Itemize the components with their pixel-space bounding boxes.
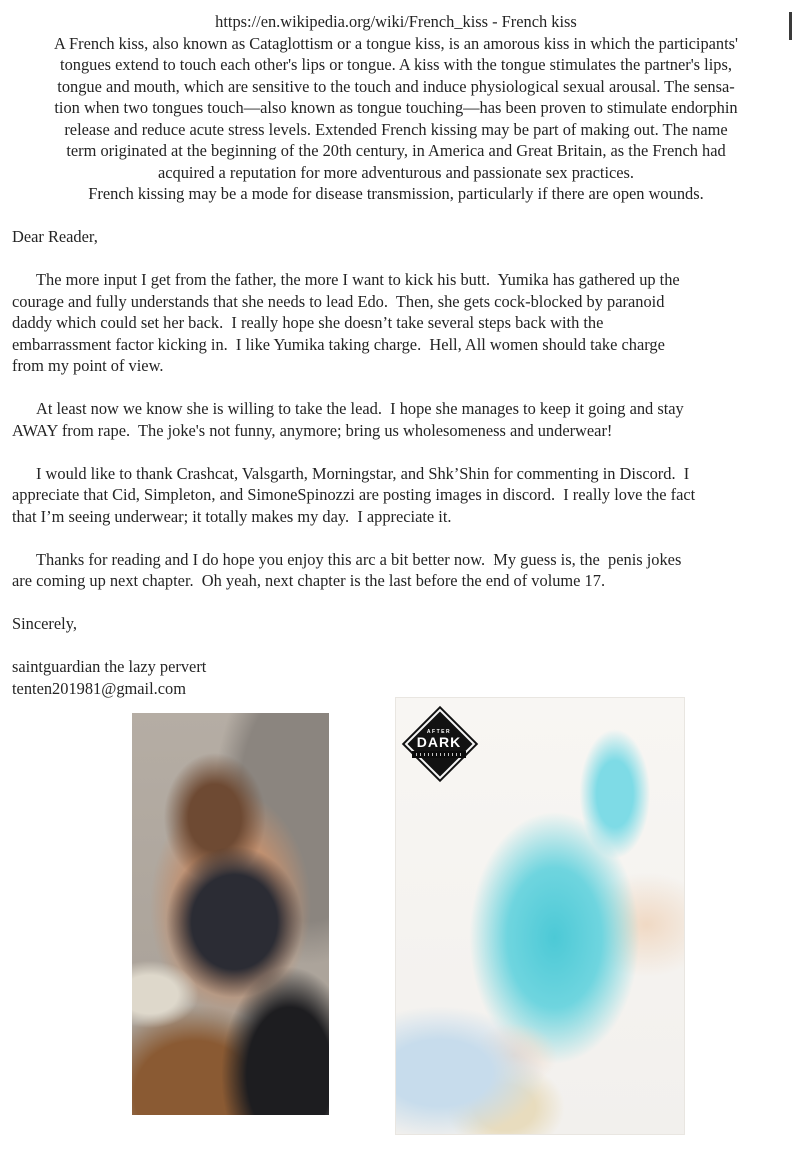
- paragraph-line: The more input I get from the father, the more I want to kick his butt. Yumika has gathered up the: [36, 270, 680, 289]
- closing: Sincerely,: [12, 614, 77, 633]
- paragraph-line: I would like to thank Crashcat, Valsgarth, Morningstar, and Shk’Shin for commenting in Discord. I: [36, 463, 690, 483]
- watermark-banner: [412, 751, 466, 758]
- after-dark-watermark: [402, 706, 476, 780]
- paragraph-1: [12, 269, 780, 377]
- paragraph-line: from my point of view.: [12, 356, 164, 375]
- blank-line: [12, 377, 780, 399]
- watermark-top-text: AFTER: [426, 728, 452, 735]
- paragraph-line: Thanks for reading and I do hope you enjoy this arc a bit better now. My guess is, the penis jokes: [36, 549, 682, 569]
- photo-right: [395, 697, 685, 1135]
- paragraph-3: [12, 463, 780, 528]
- photo-row: [0, 697, 792, 1142]
- blank-line: [12, 592, 780, 614]
- paragraph-line: courage and fully understands that she needs to lead Edo. Then, she gets cock-blocked by paranoid: [12, 291, 665, 311]
- salutation: Dear Reader,: [12, 227, 98, 246]
- watermark-main-text: DARK: [416, 733, 462, 750]
- blank-line: [12, 635, 780, 657]
- source-url[interactable]: https://en.wikipedia.org/wiki/French_kiss - French kiss: [215, 12, 577, 31]
- excerpt-line: acquired a reputation for more adventurous and passionate sex practices.: [157, 162, 635, 182]
- wikipedia-excerpt: [12, 11, 780, 205]
- blank-line: [12, 205, 780, 227]
- disease-note-line: French kissing may be a mode for disease transmission, particularly if there are open wounds.: [88, 184, 704, 203]
- paragraph-2: [12, 398, 780, 441]
- paragraph-line: At least now we know she is willing to take the lead. I hope she manages to keep it going and stay: [36, 399, 684, 418]
- excerpt-line: term originated at the beginning of the 20th century, in America and Great Britain, as the French had: [66, 141, 726, 160]
- paragraph-line: appreciate that Cid, Simpleton, and SimoneSpinozzi are posting images in discord. I really love the fact: [12, 485, 696, 504]
- blank-line: [12, 527, 780, 549]
- paragraph-line: AWAY from rape. The joke's not funny, anymore; bring us wholesomeness and underwear!: [12, 420, 613, 440]
- photo-left: [132, 713, 329, 1115]
- blank-line: [12, 248, 780, 270]
- paragraph-line: are coming up next chapter. Oh yeah, next chapter is the last before the end of volume 17.: [12, 571, 606, 590]
- paragraph-line: daddy which could set her back. I really hope she doesn’t take several steps back with the: [12, 313, 604, 332]
- excerpt-line: A French kiss, also known as Cataglottism or a tongue kiss, is an amorous kiss in which the participants': [54, 33, 738, 53]
- excerpt-line: release and reduce acute stress levels. Extended French kissing may be part of making out. The name: [64, 119, 728, 139]
- paragraph-4: [12, 549, 780, 592]
- excerpt-line: tion when two tongues touch—also known as tongue touching—has been proven to stimulate endorphin: [54, 98, 738, 117]
- excerpt-line: tongues extend to touch each other's lips or tongue. A kiss with the tongue stimulates the partner's lips,: [60, 55, 732, 74]
- email[interactable]: tenten201981@gmail.com: [12, 678, 186, 698]
- signature: saintguardian the lazy pervert: [12, 657, 207, 676]
- paragraph-line: embarrassment factor kicking in. I like Yumika taking charge. Hell, All women should take charge: [12, 334, 665, 354]
- blank-line: [12, 441, 780, 463]
- excerpt-line: tongue and mouth, which are sensitive to the touch and induce physiological sexual arousal. The sensa-: [57, 76, 735, 96]
- paragraph-line: that I’m seeing underwear; it totally makes my day. I appreciate it.: [12, 506, 452, 526]
- letter-body: [12, 11, 780, 699]
